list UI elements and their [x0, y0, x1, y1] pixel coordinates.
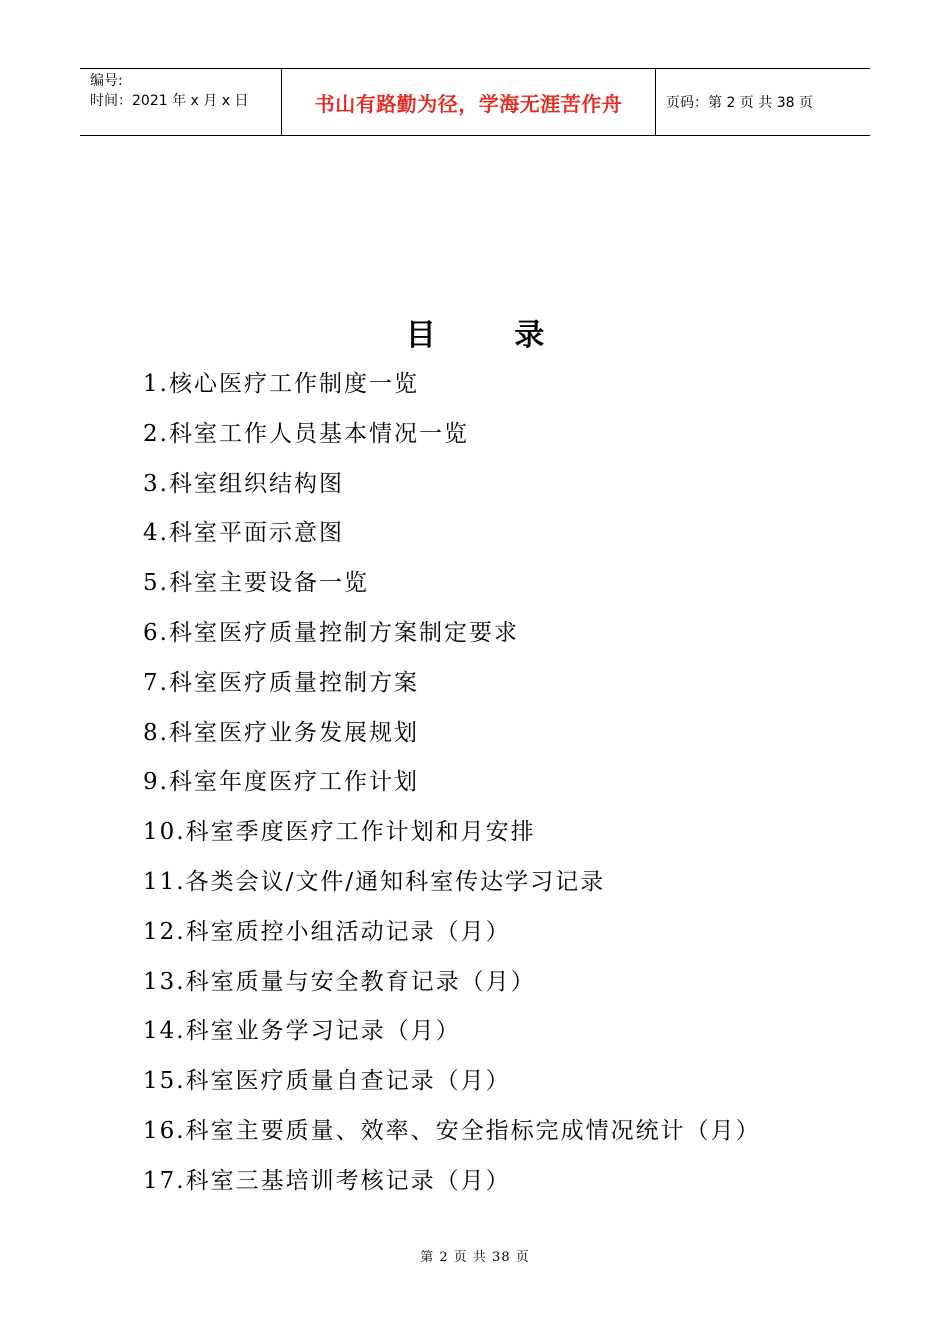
toc-item: 6.科室医疗质量控制方案制定要求 — [143, 619, 519, 646]
header-info-cell — [80, 69, 282, 135]
toc-item: 5.科室主要设备一览 — [143, 570, 369, 597]
toc-item: 7.科室医疗质量控制方案 — [143, 669, 419, 696]
toc-item: 9.科室年度医疗工作计划 — [143, 769, 419, 796]
toc-item: 1.核心医疗工作制度一览 — [143, 371, 419, 397]
header-page-code: 页码：第 2 页 共 38 页 — [666, 95, 813, 111]
toc-item: 3.科室组织结构图 — [143, 470, 344, 497]
toc-item: 14.科室业务学习记录（月） — [143, 1018, 461, 1045]
toc-item: 16.科室主要质量、效率、安全指标完成情况统计（月） — [143, 1117, 761, 1144]
page-footer: 第 2 页 共 38 页 — [420, 1250, 530, 1265]
toc-item: 17.科室三基培训考核记录（月） — [143, 1167, 511, 1194]
toc-item: 8.科室医疗业务发展规划 — [143, 719, 419, 746]
time-line: 时间：2021 年 x 月 x 日 — [90, 93, 249, 109]
toc-item: 15.科室医疗质量自查记录（月） — [143, 1068, 511, 1095]
number-label: 编号: — [90, 73, 123, 89]
table-of-contents — [143, 360, 761, 1207]
toc-item: 11.各类会议/文件/通知科室传达学习记录 — [143, 868, 606, 895]
toc-item: 4.科室平面示意图 — [143, 520, 344, 547]
page-title: 目 录 — [405, 318, 579, 353]
toc-item: 12.科室质控小组活动记录（月） — [143, 918, 511, 945]
toc-item: 13.科室质量与安全教育记录（月） — [143, 968, 536, 995]
toc-item: 2.科室工作人员基本情况一览 — [143, 420, 469, 447]
page-header — [80, 68, 870, 136]
toc-item: 10.科室季度医疗工作计划和月安排 — [143, 819, 536, 846]
header-motto: 书山有路勤为径，学海无涯苦作舟 — [282, 69, 656, 135]
